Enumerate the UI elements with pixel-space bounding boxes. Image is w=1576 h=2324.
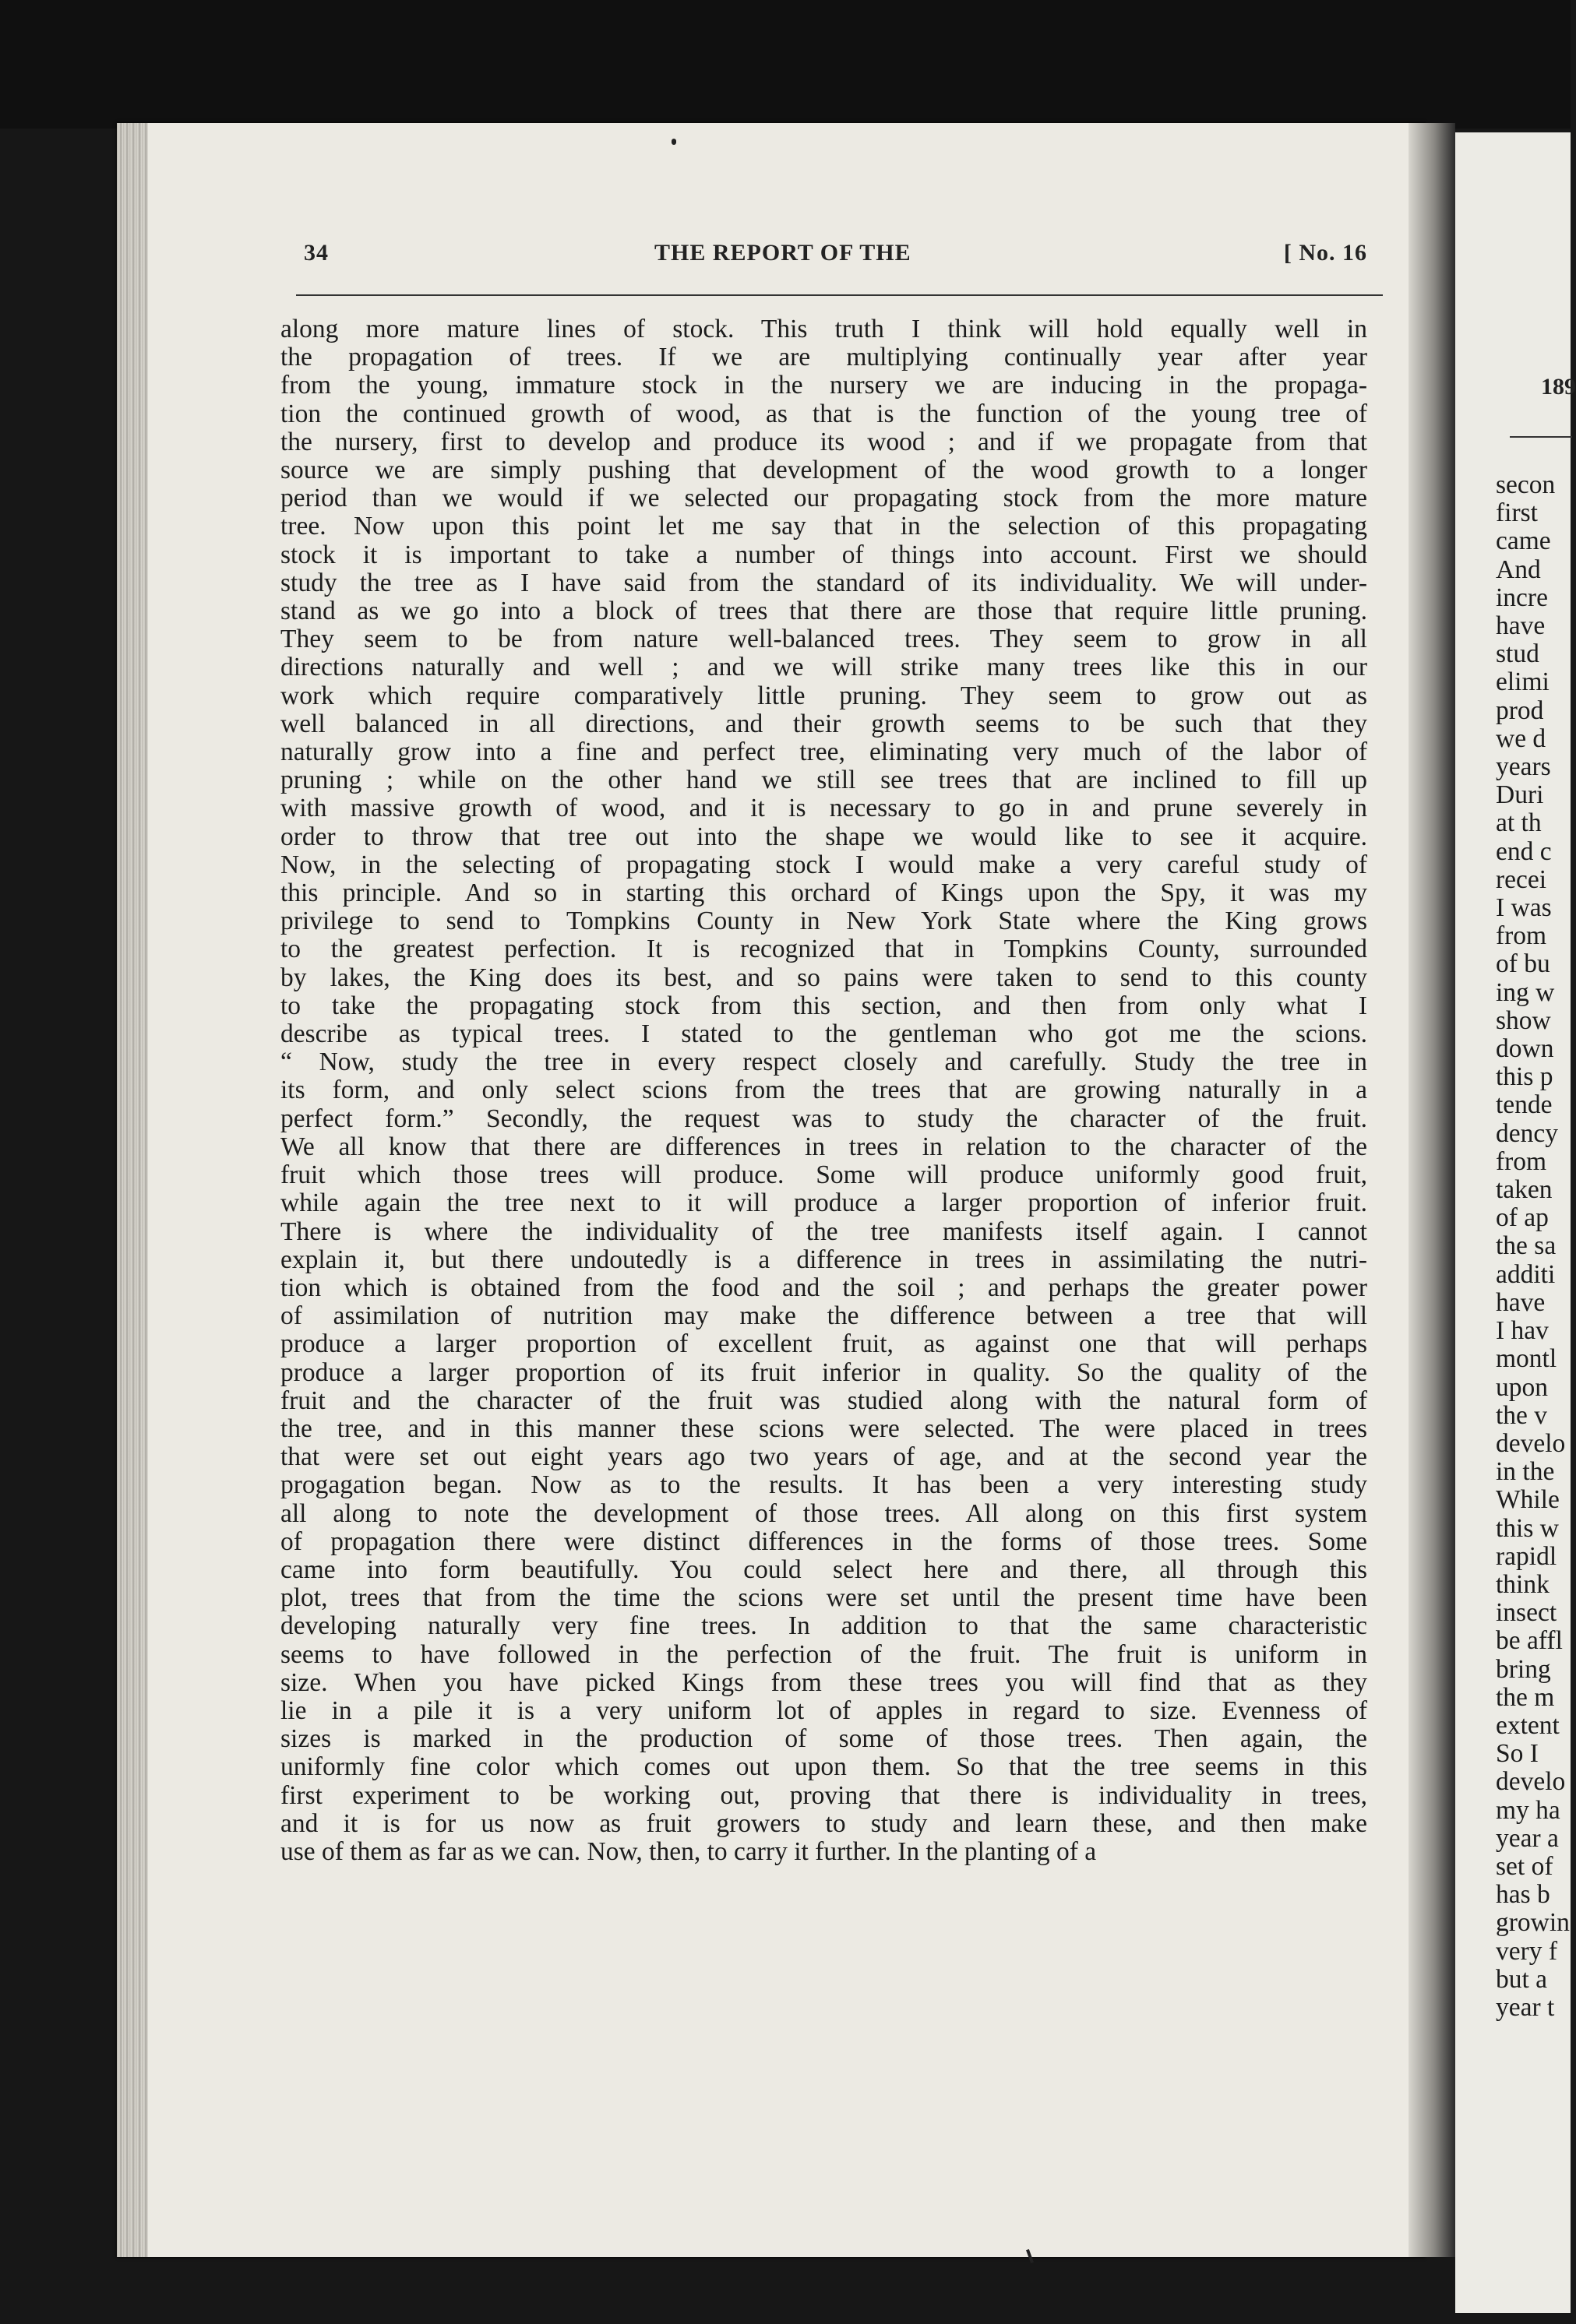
- text-line: work which require comparatively little pruning. They seem to grow out as: [280, 681, 1367, 710]
- issue-number: [ No. 16: [1283, 240, 1367, 266]
- facing-text-line: year a: [1496, 1823, 1559, 1853]
- text-line: tion which is obtained from the food and the soil ; and perhaps the greater power: [280, 1273, 1367, 1302]
- text-line: period than we would if we selected our propagating stock from the more mature: [280, 484, 1367, 513]
- facing-text-line: this w: [1496, 1513, 1559, 1543]
- facing-text-line: very f: [1496, 1936, 1558, 1966]
- scan-background: [0, 0, 1571, 129]
- text-line: fruit and the character of the fruit was studied along with the natural form of: [280, 1386, 1367, 1415]
- running-title: THE REPORT OF THE: [654, 240, 911, 266]
- text-line: naturally grow into a fine and perfect tree, eliminating very much of the labor of: [280, 738, 1367, 767]
- text-line: sizes is marked in the production of some of those trees. Then again, the: [280, 1724, 1367, 1754]
- facing-text-line: elimi: [1496, 667, 1550, 697]
- text-line: of propagation there were distinct differences in the forms of those trees. Some: [280, 1526, 1367, 1556]
- facing-text-line: this p: [1496, 1062, 1553, 1092]
- text-line: They seem to be from nature well-balanced trees. They seem to grow in all: [280, 625, 1367, 654]
- facing-text-line: have: [1496, 1287, 1546, 1317]
- facing-text-line: recei: [1496, 864, 1547, 894]
- facing-text-line: develo: [1496, 1767, 1566, 1797]
- facing-text-line: show: [1496, 1005, 1551, 1035]
- facing-text-line: I was: [1496, 893, 1552, 923]
- facing-text-line: the v: [1496, 1400, 1548, 1430]
- facing-text-line: bring: [1496, 1654, 1551, 1684]
- page-number: 34: [304, 240, 329, 266]
- facing-text-line: montl: [1496, 1344, 1557, 1374]
- facing-text-line: So I: [1496, 1739, 1539, 1769]
- text-line: tion the continued growth of wood, as that is the function of the young tree of: [280, 399, 1367, 428]
- text-line: and it is for us now as fruit growers to study and learn these, and then make: [280, 1808, 1367, 1838]
- facing-text-line: at th: [1496, 808, 1542, 838]
- text-line: while again the tree next to it will produce a larger proportion of inferior fruit.: [280, 1188, 1367, 1218]
- facing-text-line: we d: [1496, 724, 1546, 753]
- book-gutter: [1409, 123, 1455, 2257]
- facing-text-line: in the: [1496, 1457, 1555, 1487]
- text-line: tree. Now upon this point let me say that in the selection of this propagating: [280, 512, 1367, 541]
- text-line: There is where the individuality of the tree manifests itself again. I cannot: [280, 1217, 1367, 1246]
- facing-page-text: [1496, 471, 1570, 2022]
- text-line: privilege to send to Tompkins County in New York State where the King grows: [280, 907, 1367, 936]
- facing-page-header: 189: [1541, 374, 1576, 400]
- text-line: developing naturally very fine trees. In addition to that the same characteristic: [280, 1611, 1367, 1641]
- facing-text-line: prod: [1496, 695, 1544, 725]
- facing-text-line: insect: [1496, 1598, 1557, 1628]
- facing-text-line: While: [1496, 1485, 1560, 1515]
- facing-text-line: years: [1496, 752, 1551, 782]
- facing-text-line: first: [1496, 498, 1538, 528]
- facing-text-line: additi: [1496, 1259, 1556, 1289]
- ink-dot: [672, 139, 676, 145]
- facing-text-line: end c: [1496, 836, 1552, 866]
- facing-text-line: taken: [1496, 1175, 1553, 1205]
- facing-text-line: came: [1496, 526, 1551, 556]
- facing-text-line: secon: [1496, 470, 1556, 499]
- page-edges: [117, 123, 148, 2257]
- facing-text-line: the m: [1496, 1682, 1555, 1712]
- text-line: study the tree as I have said from the standard of its individuality. We will under-: [280, 568, 1367, 597]
- text-line: explain it, but there undoutedly is a difference in trees in assimilating the nutri-: [280, 1245, 1367, 1274]
- facing-text-line: upon: [1496, 1372, 1548, 1402]
- text-line: from the young, immature stock in the nursery we are inducing in the propaga-: [280, 371, 1367, 400]
- text-line: produce a larger proportion of excellent fruit, as against one that will perhaps: [280, 1329, 1367, 1359]
- text-line: to take the propagating stock from this section, and then from only what I: [280, 991, 1367, 1020]
- text-line: this principle. And so in starting this orchard of Kings upon the Spy, it was my: [280, 879, 1367, 908]
- text-line: the tree, and in this manner these scions were selected. The were placed in trees: [280, 1414, 1367, 1443]
- facing-text-line: rapidl: [1496, 1541, 1557, 1571]
- facing-text-line: think: [1496, 1569, 1550, 1599]
- text-line: first experiment to be working out, proving that there is individuality in trees,: [280, 1780, 1367, 1810]
- facing-text-line: And: [1496, 555, 1541, 584]
- facing-text-line: growin: [1496, 1908, 1570, 1938]
- body-text: [280, 315, 1367, 1866]
- facing-text-line: extent: [1496, 1710, 1560, 1740]
- facing-text-line: has b: [1496, 1880, 1550, 1910]
- facing-text-line: year t: [1496, 1992, 1555, 2022]
- facing-text-line: the sa: [1496, 1231, 1557, 1261]
- facing-text-line: from: [1496, 921, 1547, 951]
- text-line: lie in a pile it is a very uniform lot of apples in regard to size. Evenness of: [280, 1695, 1367, 1725]
- text-line: use of them as far as we can. Now, then, to carry it further. In the planting of a: [280, 1836, 1097, 1866]
- text-line: Now, in the selecting of propagating stock I would make a very careful study of: [280, 850, 1367, 879]
- facing-text-line: I hav: [1496, 1316, 1549, 1346]
- text-line: stand as we go into a block of trees that there are those that require little pruning.: [280, 597, 1367, 626]
- facing-text-line: ing w: [1496, 977, 1555, 1007]
- running-header: [296, 240, 1383, 279]
- text-line: order to throw that tree out into the shape we would like to see it acquire.: [280, 822, 1367, 851]
- facing-text-line: dency: [1496, 1118, 1558, 1148]
- text-line: pruning ; while on the other hand we still see trees that are inclined to fill up: [280, 766, 1367, 795]
- text-line: the propagation of trees. If we are multiplying continually year after year: [280, 343, 1367, 372]
- text-line: of assimilation of nutrition may make the difference between a tree that will: [280, 1301, 1367, 1331]
- facing-text-line: incre: [1496, 583, 1548, 612]
- facing-text-line: my ha: [1496, 1795, 1560, 1825]
- text-line: that were set out eight years ago two years of age, and at the second year the: [280, 1442, 1367, 1472]
- text-line: seems to have followed in the perfection of the fruit. The fruit is uniform in: [280, 1639, 1367, 1669]
- facing-text-line: down: [1496, 1034, 1554, 1064]
- facing-text-line: stud: [1496, 639, 1539, 669]
- text-line: well balanced in all directions, and their growth seems to be such that they: [280, 709, 1367, 738]
- facing-text-line: develo: [1496, 1428, 1566, 1458]
- text-line: source we are simply pushing that development of the wood growth to a longer: [280, 456, 1367, 485]
- text-line: stock it is important to take a number of things into account. First we should: [280, 540, 1367, 569]
- text-line: describe as typical trees. I stated to the gentleman who got me the scions.: [280, 1019, 1367, 1049]
- text-line: to the greatest perfection. It is recognized that in Tompkins County, surrounded: [280, 935, 1367, 964]
- text-line: “ Now, study the tree in every respect closely and carefully. Study the tree in: [280, 1048, 1367, 1077]
- facing-header-rule: [1510, 436, 1572, 438]
- text-line: its form, and only select scions from the trees that are growing naturally in a: [280, 1076, 1367, 1105]
- facing-text-line: of ap: [1496, 1203, 1549, 1233]
- text-line: produce a larger proportion of its fruit inferior in quality. So the quality of the: [280, 1357, 1367, 1387]
- text-line: plot, trees that from the time the scions were set until the present time have been: [280, 1583, 1367, 1613]
- facing-text-line: of bu: [1496, 949, 1550, 979]
- text-line: directions naturally and well ; and we will strike many trees like this in our: [280, 653, 1367, 682]
- facing-text-line: but a: [1496, 1964, 1548, 1994]
- text-line: with massive growth of wood, and it is necessary to go in and prune severely in: [280, 794, 1367, 823]
- facing-text-line: from: [1496, 1146, 1547, 1176]
- text-line: the nursery, first to develop and produce its wood ; and if we propagate from that: [280, 427, 1367, 456]
- facing-text-line: Duri: [1496, 780, 1544, 810]
- text-line: We all know that there are differences in trees in relation to the character of the: [280, 1132, 1367, 1161]
- facing-text-line: have: [1496, 611, 1546, 641]
- text-line: fruit which those trees will produce. Some will produce uniformly good fruit,: [280, 1160, 1367, 1190]
- facing-text-line: set of: [1496, 1851, 1553, 1881]
- facing-text-line: tende: [1496, 1090, 1553, 1120]
- facing-text-line: be affl: [1496, 1626, 1563, 1656]
- text-line: came into form beautifully. You could select here and there, all through this: [280, 1555, 1367, 1584]
- facing-page: [1455, 132, 1576, 2313]
- text-line: uniformly fine color which comes out upon them. So that the tree seems in this: [280, 1752, 1367, 1782]
- text-line: by lakes, the King does its best, and so pains were taken to send to this county: [280, 963, 1367, 992]
- text-line: size. When you have picked Kings from these trees you will find that as they: [280, 1667, 1367, 1697]
- text-line: progagation began. Now as to the results. It has been a very interesting study: [280, 1470, 1367, 1500]
- text-line: all along to note the development of those trees. All along on this first system: [280, 1498, 1367, 1528]
- text-line: perfect form.” Secondly, the request was to study the character of the fruit.: [280, 1104, 1367, 1133]
- text-line: along more mature lines of stock. This truth I think will hold equally well in: [280, 315, 1367, 343]
- header-rule: [296, 294, 1383, 296]
